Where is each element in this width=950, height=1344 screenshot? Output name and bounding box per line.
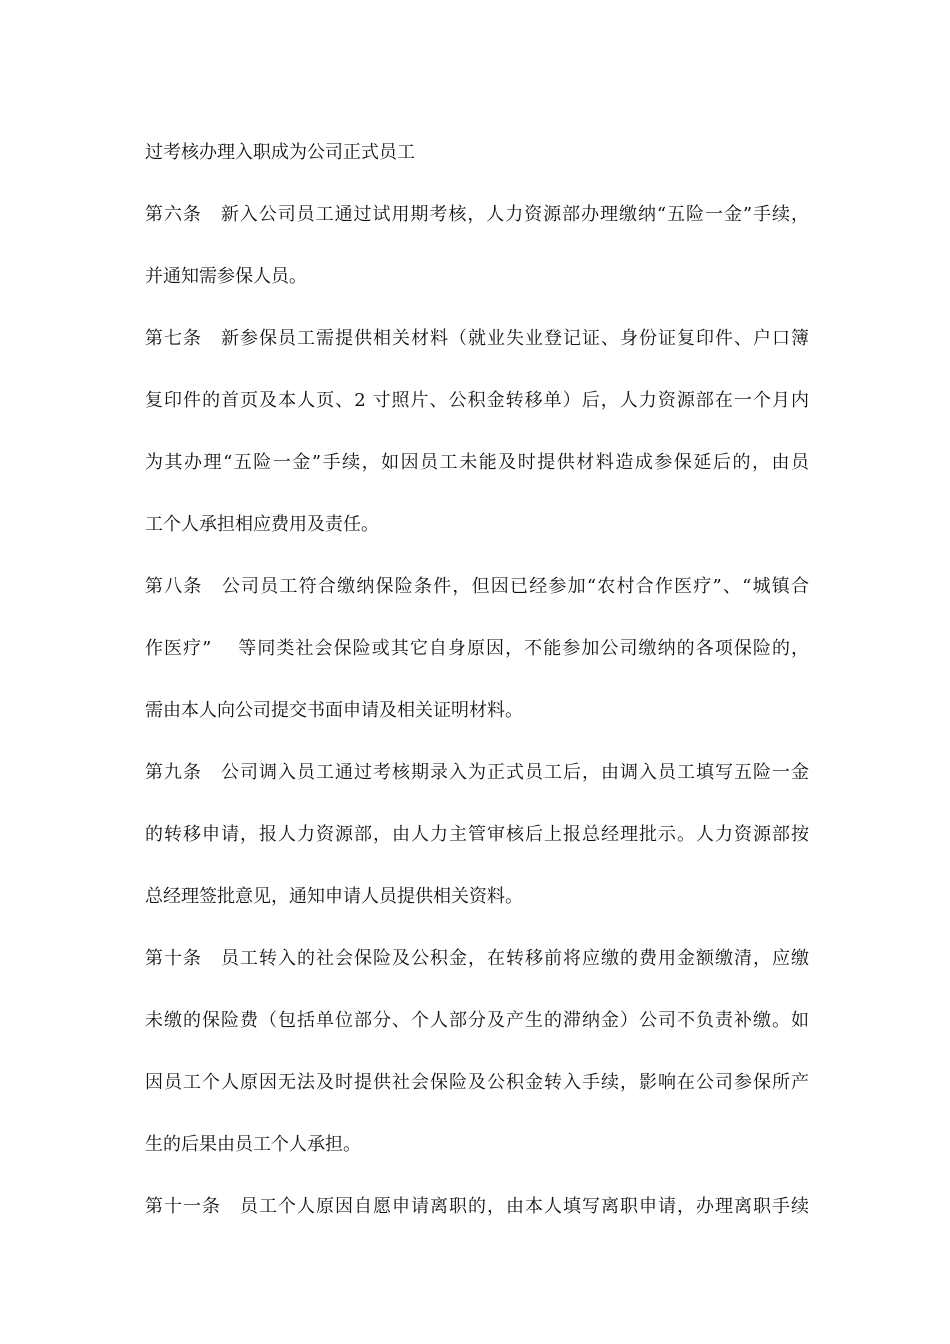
text-line: 复印件的首页及本人页、2 寸照片、公积金转移单）后，人力资源部在一个月内	[145, 390, 809, 411]
text-line: 第六条 新入公司员工通过试用期考核，人力资源部办理缴纳“五险一金”手续，	[145, 204, 809, 225]
text-line: 并通知需参保人员。	[145, 266, 307, 287]
document-body	[145, 122, 809, 1238]
text-line: 作医疗” 等同类社会保险或其它自身原因，不能参加公司缴纳的各项保险的，	[145, 638, 809, 659]
text-line: 生的后果由员工个人承担。	[145, 1134, 361, 1155]
text-line: 第七条 新参保员工需提供相关材料（就业失业登记证、身份证复印件、户口簿	[145, 328, 809, 349]
text-line: 第八条 公司员工符合缴纳保险条件，但因已经参加“农村合作医疗”、“城镇合	[145, 576, 809, 597]
text-line: 需由本人向公司提交书面申请及相关证明材料。	[145, 700, 523, 721]
text-line: 总经理签批意见，通知申请人员提供相关资料。	[145, 886, 523, 907]
text-line: 第九条 公司调入员工通过考核期录入为正式员工后，由调入员工填写五险一金	[145, 762, 809, 783]
text-line: 为其办理“五险一金”手续，如因员工未能及时提供材料造成参保延后的，由员	[145, 452, 809, 473]
text-line: 的转移申请，报人力资源部，由人力主管审核后上报总经理批示。人力资源部按	[145, 824, 809, 845]
text-line: 过考核办理入职成为公司正式员工	[145, 142, 415, 163]
text-line: 工个人承担相应费用及责任。	[145, 514, 379, 535]
text-line: 第十一条 员工个人原因自愿申请离职的，由本人填写离职申请，办理离职手续	[145, 1196, 809, 1217]
text-line: 未缴的保险费（包括单位部分、个人部分及产生的滞纳金）公司不负责补缴。如	[145, 1010, 809, 1031]
text-line: 第十条 员工转入的社会保险及公积金，在转移前将应缴的费用金额缴清，应缴	[145, 948, 809, 969]
text-line: 因员工个人原因无法及时提供社会保险及公积金转入手续，影响在公司参保所产	[145, 1072, 809, 1093]
